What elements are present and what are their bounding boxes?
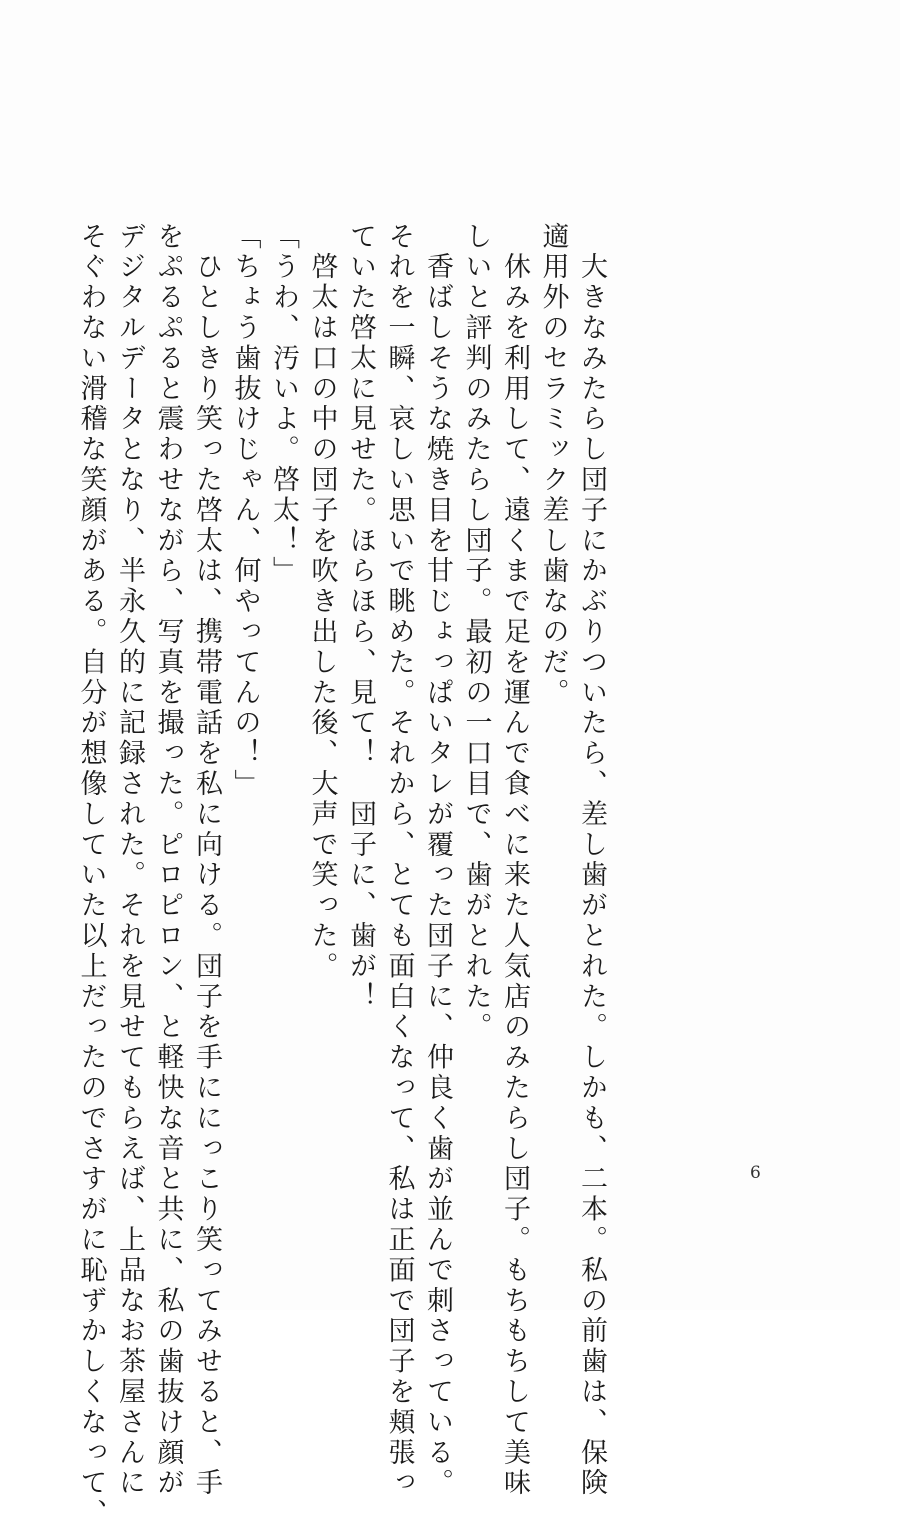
text-line: それを一瞬、哀しい思いで眺めた。それから、とても面白くなって、私は正面で団子を頬張っ — [383, 222, 415, 1499]
vertical-text-body — [71, 222, 610, 1529]
text-line: 「ちょう歯抜けじゃん、何やってんの！」 — [229, 222, 261, 800]
text-line: 香ばしそうな焼き目を甘じょっぱいタレが覆った団子に、仲良く歯が並んで刺さっている。 — [422, 222, 453, 1499]
text-line: 休みを利用して、遠くまで足を運んで食べに来た人気店のみたらし団子。もちもちして美味 — [499, 222, 530, 1499]
text-line: 「うわ、汚いよ。啓太！」 — [268, 222, 299, 587]
text-line: ていた啓太に見せた。ほらほら、見て！ 団子に、歯が！ — [345, 222, 376, 1013]
text-line: しいと評判のみたらし団子。最初の一口目で、歯がとれた。 — [460, 222, 492, 1043]
text-line: をぷるぷると震わせながら、写真を撮った。ピロピロン、と軽快な音と共に、私の歯抜け顔が — [152, 222, 184, 1499]
text-line: 啓太は口の中の団子を吹き出した後、大声で笑った。 — [306, 222, 338, 982]
text-line: デジタルデータとなり、半永久的に記録された。それを見せてもらえば、上品なお茶屋さんに — [114, 222, 145, 1499]
text-line: 大きなみたらし団子にかぶりついたら、差し歯がとれた。しかも、二本。私の前歯は、保険 — [576, 222, 607, 1499]
page-number: 6 — [750, 1163, 761, 1183]
text-line: ひとしきり笑った啓太は、携帯電話を私に向ける。団子を手ににっこり笑ってみせると、手 — [191, 222, 222, 1499]
text-line: 適用外のセラミック差し歯なのだ。 — [537, 222, 569, 709]
text-line: そぐわない滑稽な笑顔がある。自分が想像していた以上だったのでさすがに恥ずかしくなって、 — [75, 222, 107, 1529]
